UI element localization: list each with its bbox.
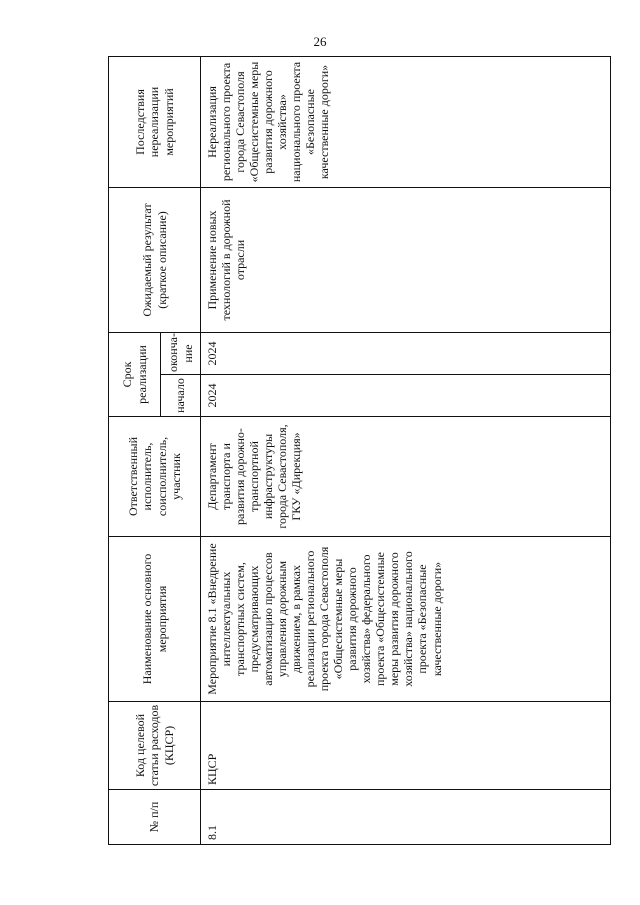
header-period-start: начало <box>161 375 201 417</box>
cell-num: 8.1 <box>201 790 611 845</box>
cell-responsible: Департамент транспорта и развития дорожно-транспортной инфраструктуры города Севастополя, ГКУ «Дирекция» <box>201 417 611 537</box>
cell-kcsr: КЦСР <box>201 702 611 790</box>
header-num: № п/п <box>109 790 201 845</box>
header-period-end: оконча-ние <box>161 332 201 374</box>
header-consequences: Последствия нереализации мероприятий <box>109 56 201 187</box>
page-number: 26 <box>313 34 327 49</box>
header-responsible: Ответственный исполнитель, соисполнитель, участник <box>109 417 201 537</box>
cell-end: 2024 <box>201 332 611 374</box>
header-name: Наименование основного мероприятия <box>109 537 201 702</box>
cell-expected: Применение новых технологий в дорожной отрасли <box>201 187 611 332</box>
cell-consequences: Нереализация регионального проекта города Севастополя «Общесистемные меры развития дорожного хозяйства» национального проекта «Безопасные качественные дороги» <box>201 56 611 187</box>
measures-table <box>108 56 611 845</box>
header-period: Срок реализации <box>109 332 161 416</box>
rotated-table-container <box>108 57 611 845</box>
cell-name: Мероприятие 8.1 «Внедрение интеллектуальных транспортных систем, предусматривающих автоматизацию процессов управления дорожным движением, в рамках реализации регионального проекта города Севастополя «Общесистемные меры развития дорожного хозяйства» федерального проекта «Общесистемные меры развития дорожного хозяйства» национального проекта «Безопасные качественные дороги» <box>201 537 611 702</box>
table-row <box>201 56 611 844</box>
cell-start: 2024 <box>201 375 611 417</box>
header-kcsr: Код целевой статьи расходов (КЦСР) <box>109 702 201 790</box>
header-expected: Ожидаемый результат (краткое описание) <box>109 187 201 332</box>
